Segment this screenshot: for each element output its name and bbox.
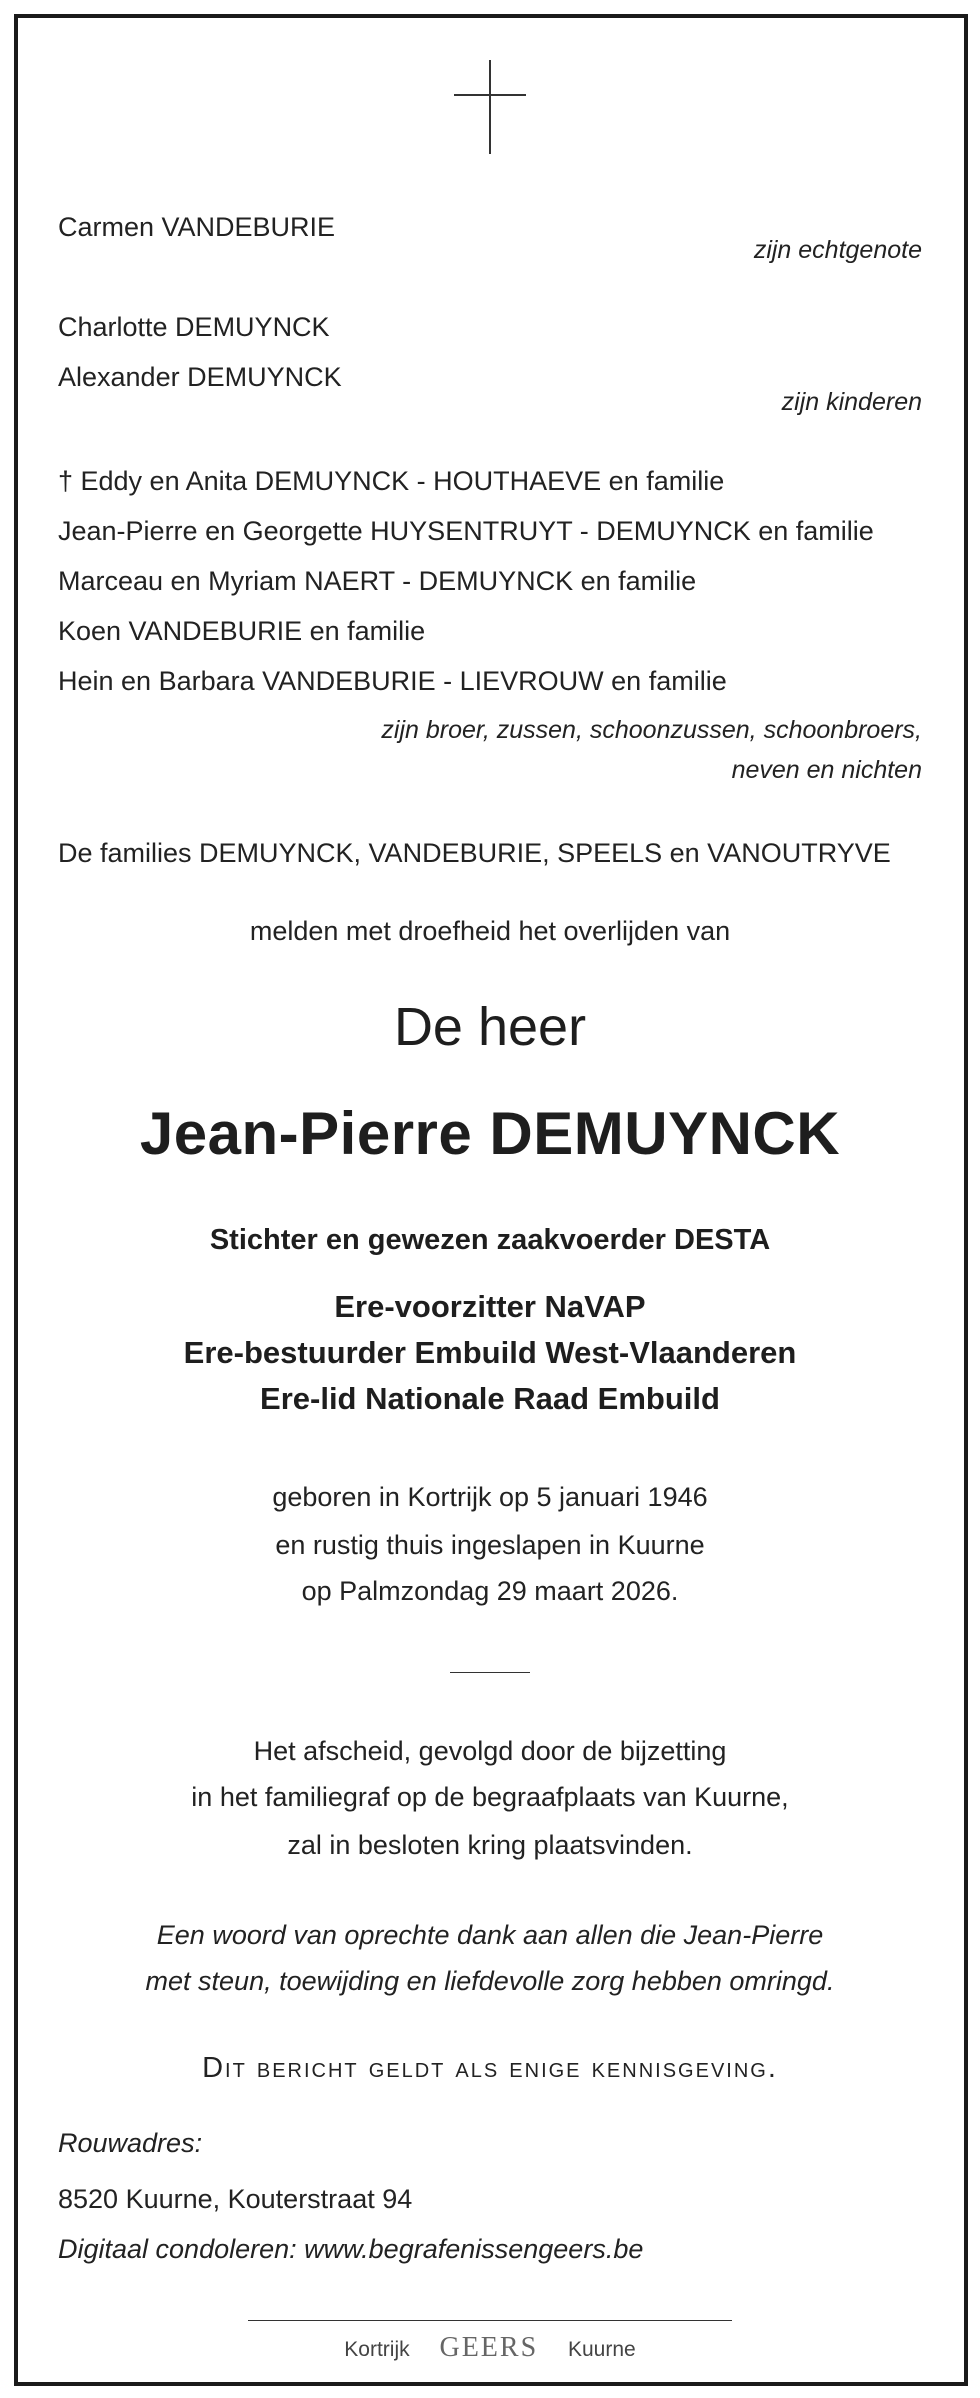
sibling-line: Koen VANDEBURIE en familie [58,616,426,646]
sibling-line: Jean-Pierre en Georgette HUYSENTRUYT - DEMUYNCK en familie [58,516,874,546]
siblings-role-line2: neven en nichten [731,756,922,784]
spouse-name: Carmen VANDEBURIE [58,212,336,242]
thanks-line: Een woord van oprechte dank aan allen die Jean-Pierre [156,1920,824,1950]
date-line: geboren in Kortrijk op 5 januari 1946 [272,1482,708,1512]
child-name: Charlotte DEMUYNCK [58,312,330,342]
date-line: en rustig thuis ingeslapen in Kuurne [275,1530,705,1560]
announcement-intro: melden met droefheid het overlijden van [249,916,731,946]
notice-line: Dit bericht geldt als enige kennisgeving. [202,2052,778,2084]
spouse-role: zijn echtgenote [753,236,922,264]
honor-line: Ere-bestuurder Embuild West-Vlaanderen [183,1335,797,1370]
families-line: De families DEMUYNCK, VANDEBURIE, SPEELS en VANOUTRYVE [58,838,891,868]
section-divider [450,1672,530,1673]
honor-line: Ere-lid Nationale Raad Embuild [260,1381,720,1416]
sibling-line: Marceau en Myriam NAERT - DEMUYNCK en familie [58,566,697,596]
honor-line: Ere-voorzitter NaVAP [334,1289,646,1324]
date-line: op Palmzondag 29 maart 2026. [301,1576,679,1606]
thanks-line: met steun, toewijding en liefdevolle zorg hebben omringd. [145,1966,835,1996]
address-line: 8520 Kuurne, Kouterstraat 94 [58,2184,413,2214]
footer [0,2332,980,2364]
farewell-line: zal in besloten kring plaatsvinden. [287,1830,693,1860]
siblings-role-line1: zijn broer, zussen, schoonzussen, schoonbroers, [381,716,922,744]
honorific: De heer [393,997,587,1057]
children-role: zijn kinderen [781,388,922,416]
condolence-line: Digitaal condoleren: www.begrafenissengeers.be [58,2234,644,2264]
farewell-line: Het afscheid, gevolgd door de bijzetting [253,1736,727,1766]
funeral-home-logo: GEERS [439,2332,539,2363]
footer-city-left: Kortrijk [344,2338,410,2361]
child-name: Alexander DEMUYNCK [58,362,342,392]
deceased-title: Stichter en gewezen zaakvoerder DESTA [209,1224,771,1256]
footer-city-right: Kuurne [568,2338,636,2361]
farewell-line: in het familiegraf op de begraafplaats van Kuurne, [191,1782,789,1812]
address-label: Rouwadres: [58,2128,203,2158]
sibling-line: † Eddy en Anita DEMUYNCK - HOUTHAEVE en familie [58,466,725,496]
footer-divider [248,2320,732,2321]
deceased-name: Jean-Pierre DEMUYNCK [139,1100,841,1167]
sibling-line: Hein en Barbara VANDEBURIE - LIEVROUW en familie [58,666,727,696]
